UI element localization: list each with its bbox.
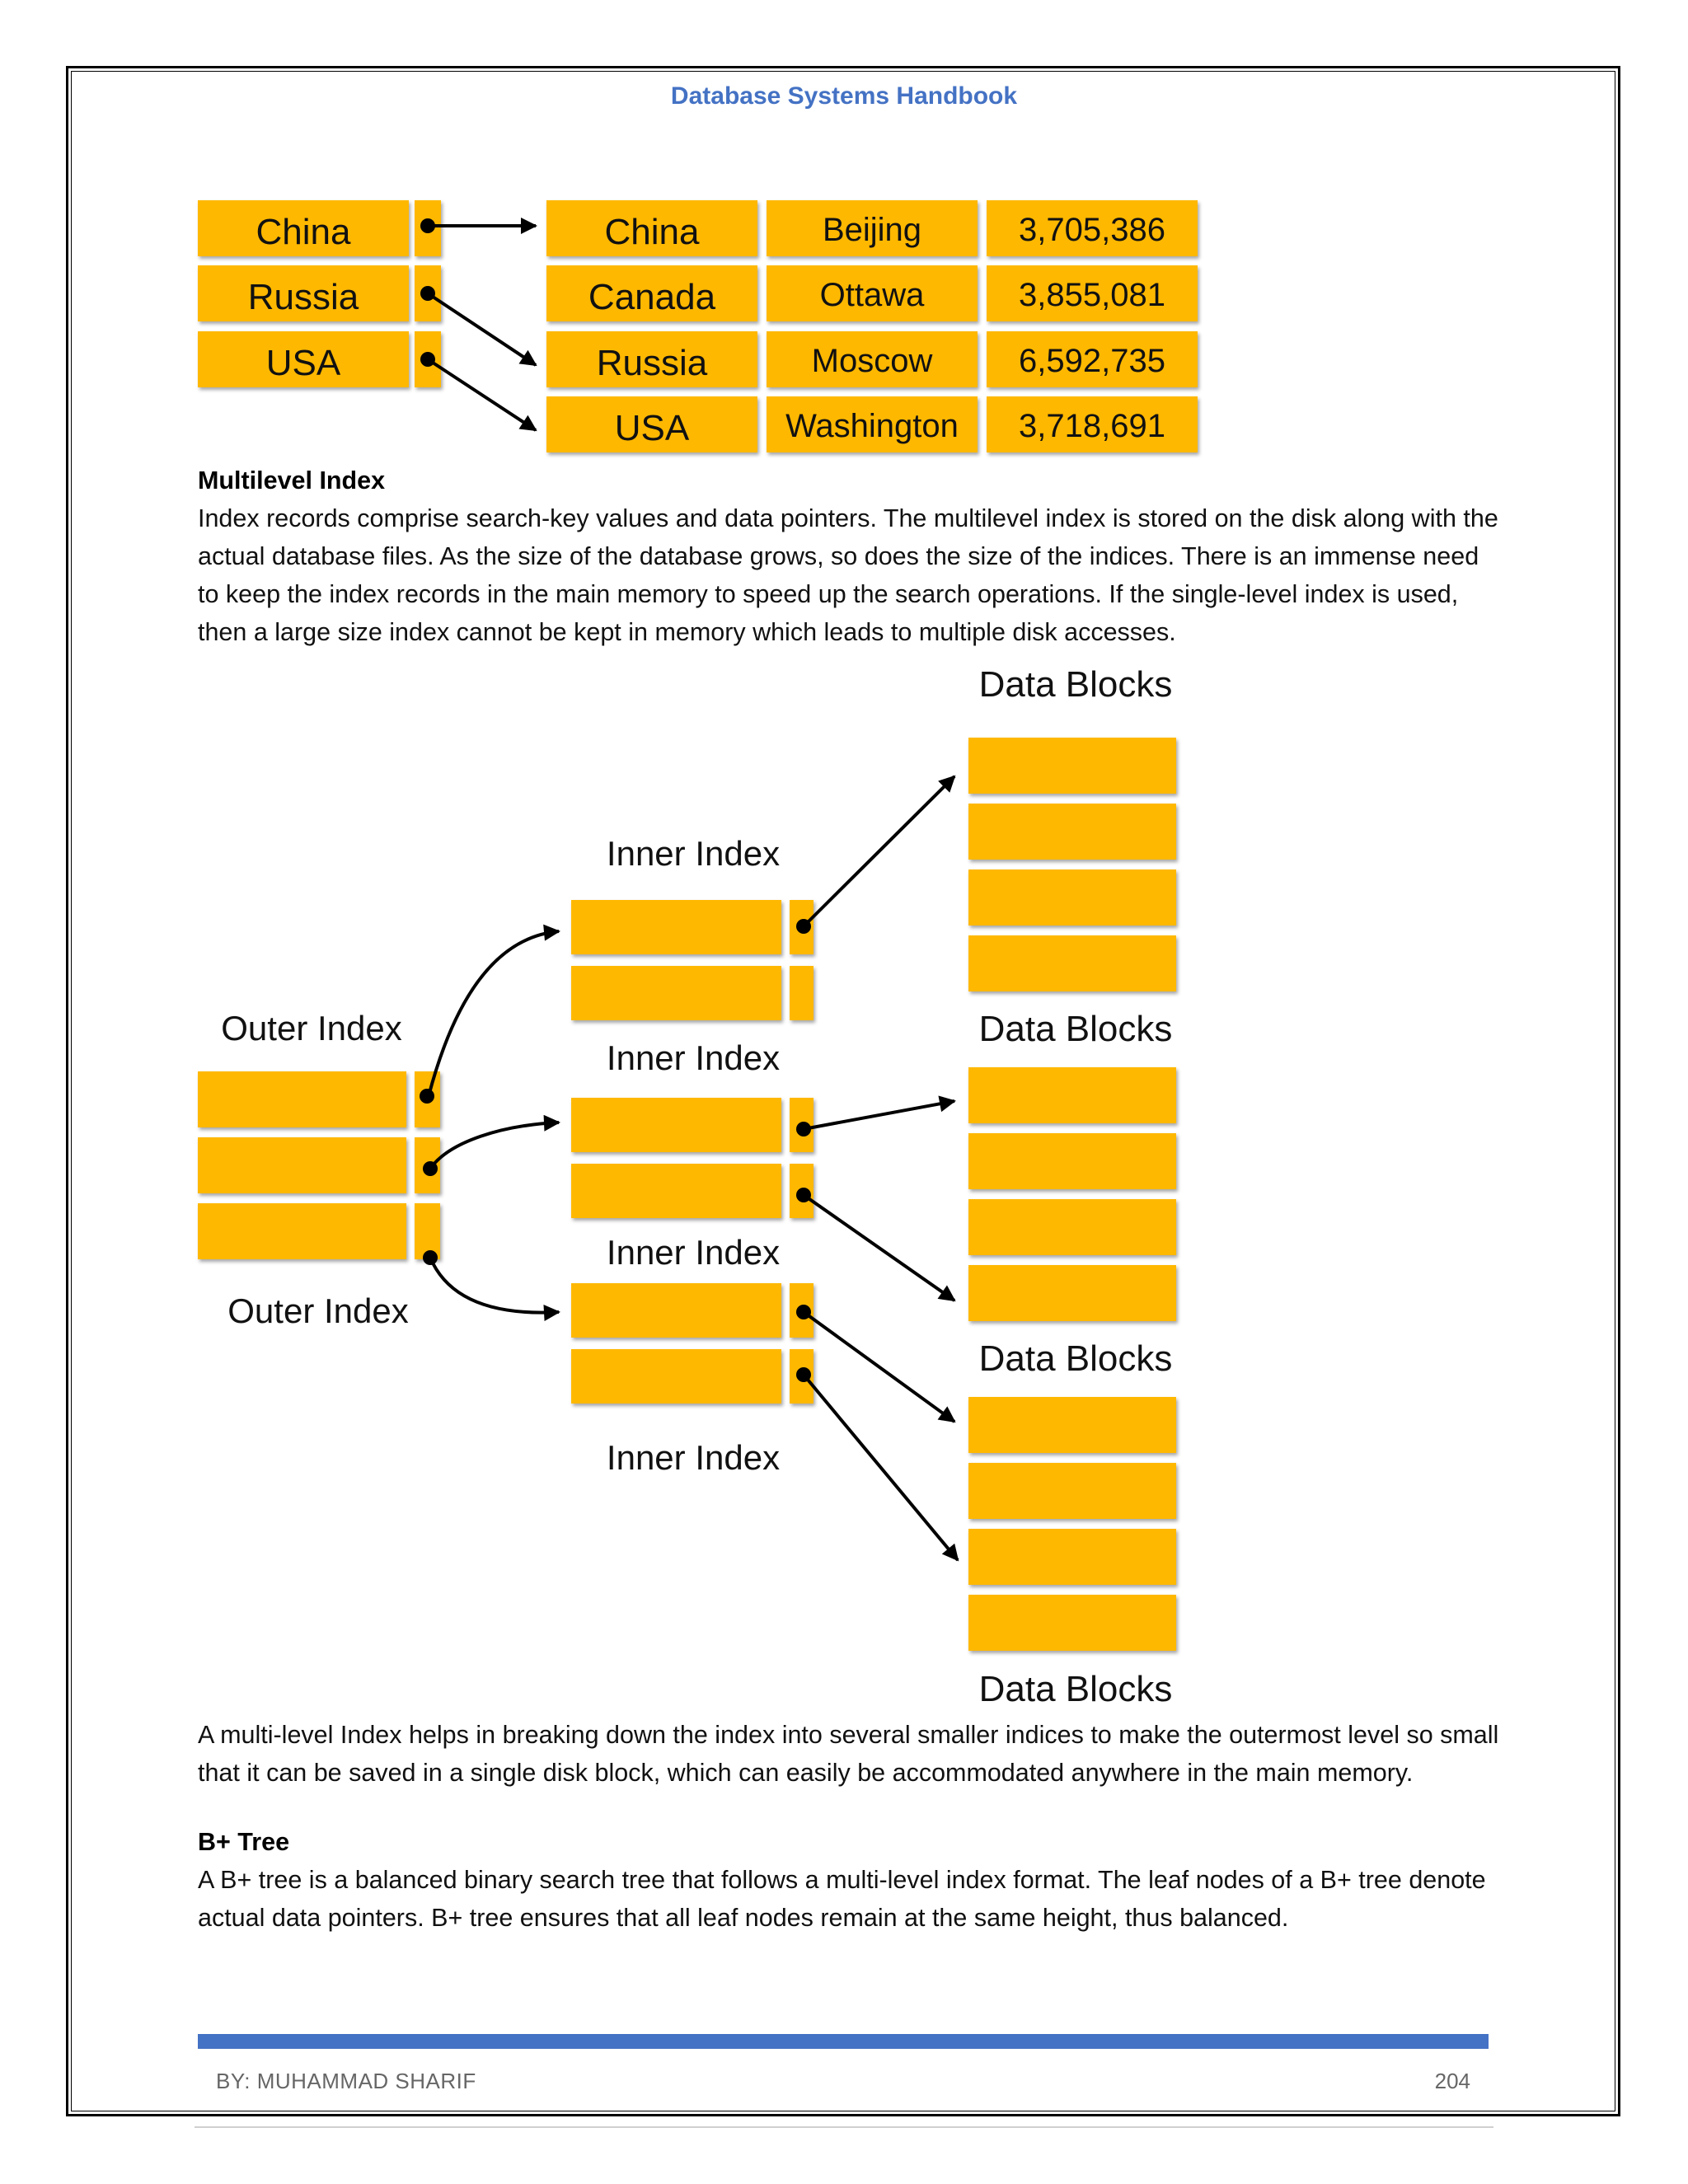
table-country: Canada	[588, 277, 716, 317]
figure-multilevel-index	[198, 664, 1176, 1709]
data-block-group	[968, 738, 1176, 991]
pointer-arrow	[429, 931, 559, 1096]
table-country: Russia	[596, 343, 708, 383]
pointer-arrow	[428, 359, 536, 430]
data-block	[968, 1529, 1176, 1585]
data-blocks-label: Data Blocks	[978, 1009, 1173, 1049]
inner-index-entry	[571, 1164, 781, 1218]
table-capital: Beijing	[822, 212, 922, 248]
data-block	[968, 935, 1176, 991]
bottom-rule	[195, 2126, 1493, 2128]
data-block	[968, 1463, 1176, 1519]
table-country: China	[604, 212, 700, 252]
data-block	[968, 869, 1176, 926]
pointer-dot	[796, 1188, 811, 1202]
footer-bar	[198, 2034, 1489, 2049]
data-block	[968, 1265, 1176, 1321]
table-population: 3,718,691	[1019, 408, 1165, 444]
table-country: USA	[614, 408, 690, 448]
pointer-arrow	[804, 1101, 954, 1129]
pointer-arrow	[804, 1312, 954, 1422]
outer-index-entry	[198, 1203, 406, 1259]
pointer-dot	[423, 1161, 438, 1176]
table-capital: Ottawa	[819, 277, 925, 313]
footer-page-number: 204	[1434, 2069, 1470, 2093]
outer-index-entry	[198, 1137, 406, 1193]
section-heading-bplus: B+ Tree	[198, 1828, 290, 1856]
data-blocks-label: Data Blocks	[978, 1338, 1173, 1379]
data-block	[968, 1133, 1176, 1189]
pointer-dot	[796, 1122, 811, 1137]
data-block	[968, 1199, 1176, 1255]
footer-author: BY: MUHAMMAD SHARIF	[216, 2069, 476, 2093]
header-title: Database Systems Handbook	[670, 82, 1018, 110]
paragraph-multilevel: Index records comprise search-key values and data pointers. The multilevel index is stored on the disk along with the actual database files. As the size of the database grows, so does the size of the indices. There is an immense need to keep the index records in the main memory to speed up the search operations. If the single-level index is used, then a large size index cannot be kept in memory which leads to multiple disk accesses.	[198, 504, 1498, 646]
table-population: 3,705,386	[1019, 212, 1165, 248]
pointer-dot	[796, 1367, 811, 1382]
inner-index-label: Inner Index	[606, 834, 781, 873]
data-blocks-label: Data Blocks	[978, 1669, 1173, 1709]
pointer-dot	[420, 218, 435, 233]
inner-index-label: Inner Index	[606, 1438, 781, 1477]
pointer-dot	[420, 286, 435, 301]
table-population: 6,592,735	[1019, 343, 1165, 379]
pointer-arrow	[804, 1375, 958, 1560]
inner-index-label: Inner Index	[606, 1233, 781, 1272]
paragraph-after-figure: A multi-level Index helps in breaking down the index into several smaller indices to make the outermost level so small that it can be saved in a single disk block, which can easily be accommodated anywhere in the main memory.	[198, 1721, 1499, 1787]
data-block	[968, 738, 1176, 794]
data-block	[968, 1067, 1176, 1123]
pointer-arrow	[430, 1258, 559, 1313]
outer-index-entry	[198, 1071, 406, 1127]
inner-index-entry	[571, 900, 781, 954]
data-block	[968, 1397, 1176, 1453]
data-block	[968, 804, 1176, 860]
pointer-dot	[796, 919, 811, 934]
paragraph-bplus: A B+ tree is a balanced binary search tree that follows a multi-level index format. The leaf nodes of a B+ tree denote actual data pointers. B+ tree ensures that all leaf nodes remain at the same height, thus balanced.	[198, 1866, 1486, 1932]
pointer-arrow	[804, 776, 954, 926]
pointer-dot	[796, 1305, 811, 1319]
inner-index-entry	[571, 966, 781, 1020]
pointer-dot	[420, 352, 435, 367]
index-label: Russia	[247, 277, 359, 317]
pointer-dot	[423, 1250, 438, 1265]
inner-index-entry	[571, 1349, 781, 1404]
table-capital: Washington	[785, 408, 959, 444]
data-blocks-label: Data Blocks	[978, 664, 1173, 705]
section-heading-multilevel: Multilevel Index	[198, 466, 386, 494]
index-label: USA	[265, 343, 341, 383]
table-population: 3,855,081	[1019, 277, 1165, 313]
data-block-group	[968, 1397, 1176, 1651]
inner-index-pointer	[790, 966, 814, 1020]
pointer-arrow	[428, 293, 536, 365]
pointer-arrow	[430, 1122, 559, 1169]
pointer-arrow	[804, 1195, 954, 1301]
data-block-group	[968, 1067, 1176, 1321]
outer-index-label: Outer Index	[221, 1009, 402, 1047]
table-capital: Moscow	[811, 343, 933, 379]
data-block	[968, 1595, 1176, 1651]
outer-index-label: Outer Index	[227, 1291, 409, 1330]
pointer-dot	[420, 1089, 434, 1104]
inner-index-entry	[571, 1098, 781, 1152]
figure-index-table	[198, 200, 1198, 452]
inner-index-label: Inner Index	[606, 1038, 781, 1077]
inner-index-entry	[571, 1283, 781, 1338]
index-label: China	[256, 212, 351, 252]
